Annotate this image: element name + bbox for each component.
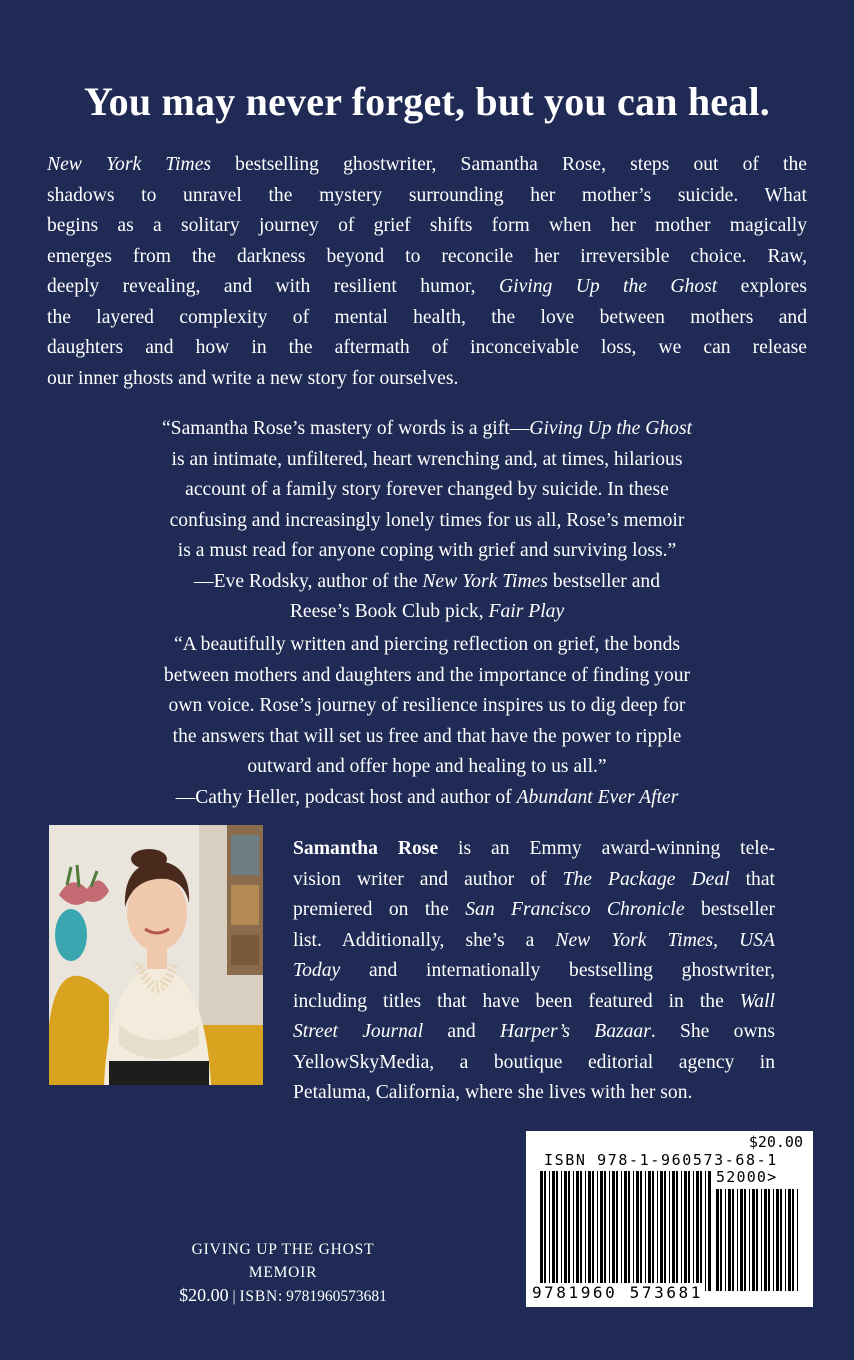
barcode-bar <box>720 1189 722 1291</box>
barcode-bar <box>728 1189 731 1291</box>
barcode-bar <box>540 1171 543 1291</box>
barcode-bar <box>636 1171 639 1291</box>
barcode-bar <box>705 1171 706 1291</box>
barcode-bar <box>612 1171 615 1291</box>
barcode-price: $20.00 <box>748 1133 803 1151</box>
barcode-bar <box>588 1171 591 1291</box>
barcode-bar <box>669 1171 670 1291</box>
barcode-bar <box>564 1171 567 1291</box>
barcode-bar <box>552 1171 555 1291</box>
barcode-bar <box>737 1189 738 1291</box>
barcode-lead-digit: 9 <box>532 1283 543 1302</box>
barcode-bar <box>792 1189 794 1291</box>
barcode-bar <box>740 1189 743 1291</box>
barcode-bar <box>676 1171 678 1291</box>
barcode-bar <box>761 1189 762 1291</box>
barcode-bar <box>744 1189 746 1291</box>
barcode-bar <box>785 1189 786 1291</box>
barcode-bar <box>585 1171 586 1291</box>
barcode-isbn: ISBN 978-1-960573-68-1 <box>544 1151 778 1169</box>
barcode-bar <box>628 1171 630 1291</box>
barcode-bar <box>696 1171 699 1291</box>
barcode-bar <box>681 1171 682 1291</box>
barcode-bar <box>664 1171 666 1291</box>
barcode-bar <box>556 1171 558 1291</box>
barcode-bar <box>716 1189 719 1291</box>
barcode-bar <box>660 1171 663 1291</box>
isbn-barcode <box>526 1131 813 1307</box>
author-bio: Samantha Rose is an Emmy award-winning tele- vision writer and author of The Package Deal that premiered on the San Francisco Chronicle bestseller list. Additionally, she’s a New York Times, USA Today and internationally bestselling ghostwriter, including titles that have been featured in the Wall Street Journal and Harper’s Bazaar. She owns YellowSkyMedia, a boutique editorial agency in Petaluma, California, where she lives with her son. <box>293 838 775 1103</box>
barcode-bar <box>708 1171 711 1291</box>
barcode-bar <box>633 1171 634 1291</box>
barcode-bar <box>756 1189 758 1291</box>
barcode-bar <box>672 1171 675 1291</box>
barcode-bar <box>749 1189 750 1291</box>
headline: You may never forget, but you can heal. <box>84 79 770 124</box>
barcode-bar <box>580 1171 582 1291</box>
barcode-bar <box>621 1171 622 1291</box>
barcode-bar <box>768 1189 770 1291</box>
author-photo <box>49 825 263 1085</box>
book-description: New York Times bestselling ghostwriter, Samantha Rose, steps out of the shadows to unravel the mystery surrounding her mother’s suicide. What begins as a solitary journey of grief shifts form when her mother magically emerges from the darkness beyond to reconcile her irreversible choice. Raw, deeply revealing, and with resilient humor, Giving Up the Ghost explores the layered complexity of mental health, the love between mothers and daughters and how in the aftermath of inconceivable loss, we can release our inner ghosts and write a new story for ourselves. <box>47 154 808 389</box>
barcode-bar <box>604 1171 606 1291</box>
barcode-bar <box>725 1189 726 1291</box>
quote-attribution: —Cathy Heller, podcast host and author of Abundant Ever After <box>175 786 679 808</box>
barcode-bar <box>592 1171 594 1291</box>
barcode-bar <box>645 1171 646 1291</box>
barcode-bar <box>700 1171 702 1291</box>
barcode-bar <box>616 1171 618 1291</box>
barcode-addon: 52000> <box>716 1168 778 1186</box>
quote-attribution: —Eve Rodsky, author of the New York Times bestseller and <box>193 570 661 592</box>
barcode-bar <box>568 1171 570 1291</box>
barcode-bar <box>780 1189 782 1291</box>
barcode-bar <box>544 1171 546 1291</box>
barcode-bar <box>788 1189 791 1291</box>
book-title: GIVING UP THE GHOST <box>191 1241 375 1258</box>
barcode-bar <box>684 1171 687 1291</box>
barcode-bar <box>764 1189 767 1291</box>
footer-info <box>140 1238 426 1308</box>
barcode-bar <box>549 1171 550 1291</box>
author-name: Samantha Rose <box>293 838 439 859</box>
barcode-bar <box>797 1189 798 1291</box>
barcode-bar <box>561 1171 562 1291</box>
barcode-bar <box>648 1171 651 1291</box>
barcode-bar <box>609 1171 610 1291</box>
barcode-bar <box>776 1189 779 1291</box>
barcode-bar <box>597 1171 598 1291</box>
barcode-bar <box>600 1171 603 1291</box>
barcode-bar <box>640 1171 642 1291</box>
barcode-bar <box>624 1171 627 1291</box>
book-genre: MEMOIR <box>248 1264 318 1281</box>
barcode-bar <box>752 1189 755 1291</box>
barcode-bar <box>688 1171 690 1291</box>
barcode-bar <box>732 1189 734 1291</box>
barcode-bar <box>652 1171 654 1291</box>
barcode-bar <box>657 1171 658 1291</box>
barcode-bar <box>693 1171 694 1291</box>
endorsement-quote-rodsky: “Samantha Rose’s mastery of words is a gift—Giving Up the Ghost is an intimate, unfiltered, heart wrenching and, at times, hilarious account of a family story forever changed by suicide. In these confusing and increasingly lonely times for us all, Rose’s memoir is a must read for anyone coping with grief and surviving loss.” —Eve Rodsky, author of the New York Times bestseller and Reese’s Book Club pick, Fair Play <box>60 414 794 628</box>
barcode-bar <box>773 1189 774 1291</box>
price-isbn-line: $20.00 | ISBN: 9781960573681 <box>179 1285 387 1305</box>
barcode-bar <box>573 1171 574 1291</box>
endorsement-quote-heller: “A beautifully written and piercing reflection on grief, the bonds between mothers and daughters and the importance of finding your own voice. Rose’s journey of resilience inspires us to dig deep for the answers that will set us free and that have the power to ripple outward and offer hope and healing to us all.” —Cathy Heller, podcast host and author of Abundant Ever After <box>60 630 794 813</box>
barcode-bar <box>576 1171 579 1291</box>
barcode-digits: 781960 573681 <box>544 1283 704 1302</box>
